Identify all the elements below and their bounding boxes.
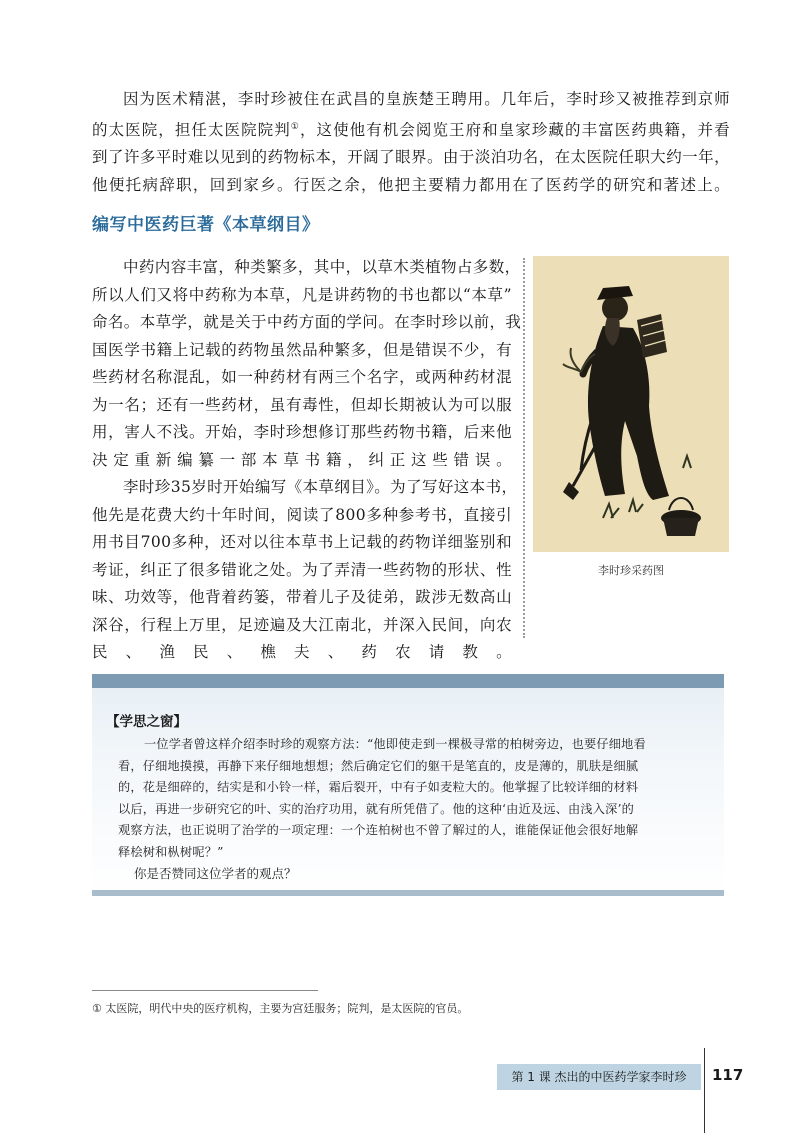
- body-paragraph-2: [92, 474, 518, 667]
- box-quote: [118, 734, 700, 863]
- p2-line-3: 用书目700多种，还对以往本草书上记载的药物详细鉴别和: [92, 533, 512, 551]
- p2-line-2: 他先是花费大约十年时间，阅读了800多种参考书，直接引: [92, 505, 512, 524]
- p2-line-4: 考证，纠正了很多错讹之处。为了弄清一些药物的形状、性: [92, 560, 512, 579]
- intro-line-3: 到了许多平时难以见到的药物标本，开阔了眼界。由于淡泊功名，在太医院任职大约一年，: [92, 148, 730, 167]
- quote-line-1: 一位学者曾这样介绍李时珍的观察方法：“他即使走到一棵极寻常的柏树旁边，也要仔细地看: [144, 737, 646, 751]
- quote-line-2: 看，仔细地摸摸，再静下来仔细地想想；然后确定它们的躯干是笔直的，皮是薄的，肌肤是细腻: [118, 758, 639, 773]
- intro-line-2: [92, 114, 730, 145]
- quote-line-4: 以后，再进一步研究它的叶、实的治疗功用，就有所凭借了。他的这种‘由近及远、由浅入深’的: [118, 801, 635, 816]
- p1-line-7: 用，害人不浅。开始，李时珍想修订那些药物书籍，后来他: [92, 423, 512, 441]
- intro-line-1: 因为医术精湛，李时珍被住在武昌的皇族楚王聘用。几年后，李时珍又被推荐到京师: [123, 90, 730, 108]
- footnote: ① 太医院，明代中央的医疗机构，主要为宫廷服务；院判，是太医院的官员。: [92, 1002, 469, 1015]
- figure-caption: 李时珍采药图: [598, 564, 664, 577]
- herb-gathering-illustration: [533, 256, 729, 552]
- p2-line-6: 深谷，行程上万里，足迹遍及大江南北，并深入民间，向农: [92, 615, 512, 634]
- box-bottom-band: [92, 890, 724, 896]
- herbalist-drawing: [533, 256, 729, 552]
- p1-line-4: 国医学书籍上记载的药物虽然品种繁多，但是错误不少，有: [92, 340, 512, 359]
- box-title: 【学思之窗】: [106, 714, 187, 730]
- p1-line-2: 所以人们又将中药称为本草，凡是讲药物的书也都以“本草”: [92, 285, 512, 304]
- p1-line-5: 些药材名称混乱，如一种药材有两三个名字，或两种药材混: [92, 368, 512, 386]
- page-number-rule: [704, 1048, 705, 1133]
- column-divider: [523, 258, 525, 638]
- quote-line-6: 释桧树和枞树呢？”: [118, 844, 224, 859]
- p2-line-1: 李时珍35岁时开始编写《本草纲目》。为了写好这本书，: [123, 478, 518, 496]
- body-paragraph-1: [92, 254, 522, 474]
- footnote-marker: ①: [290, 121, 300, 132]
- section-heading: 编写中医药巨著《本草纲目》: [92, 215, 320, 235]
- footnote-rule: [92, 990, 318, 991]
- p1-line-8: 决定重新编纂一部本草书籍，纠正这些错误。: [92, 450, 512, 469]
- intro-paragraph: [92, 86, 730, 199]
- p2-line-5: 味、功效等，他背着药篓，带着儿子及徒弟，跋涉无数高山: [92, 588, 512, 606]
- intro-line-2a: 的太医院，担任太医院院判: [92, 120, 291, 139]
- page-number: 117: [712, 1066, 744, 1084]
- p1-line-3: 命名。本草学，就是关于中药方面的学问。在李时珍以前，我: [92, 313, 522, 331]
- box-question: 你是否赞同这位学者的观点？: [134, 866, 297, 881]
- quote-line-5: 观察方法，也正说明了治学的一项定理：一个连柏树也不曾了解过的人，谁能保证他会很好地解: [118, 823, 639, 837]
- p2-line-7: 民、渔民、樵夫、药农请教。: [92, 643, 512, 661]
- study-window-box: [92, 674, 724, 896]
- intro-line-4: 他便托病辞职，回到家乡。行医之余，他把主要精力都用在了医药学的研究和著述上。: [92, 175, 730, 194]
- p1-line-6: 为一名；还有一些药材，虽有毒性，但却长期被认为可以服: [92, 395, 512, 414]
- quote-line-3: 的，花是细碎的，结实是和小铃一样，霜后裂开，中有子如麦粒大的。他掌握了比较详细的材料: [118, 780, 639, 794]
- lesson-footer: 第 1 课 杰出的中医药学家李时珍: [497, 1064, 701, 1090]
- p1-line-1: 中药内容丰富，种类繁多，其中，以草木类植物占多数，: [123, 258, 521, 276]
- box-top-band: [92, 674, 724, 688]
- intro-line-2b: ，这使他有机会阅览王府和皇家珍藏的丰富医药典籍，并看: [299, 120, 730, 139]
